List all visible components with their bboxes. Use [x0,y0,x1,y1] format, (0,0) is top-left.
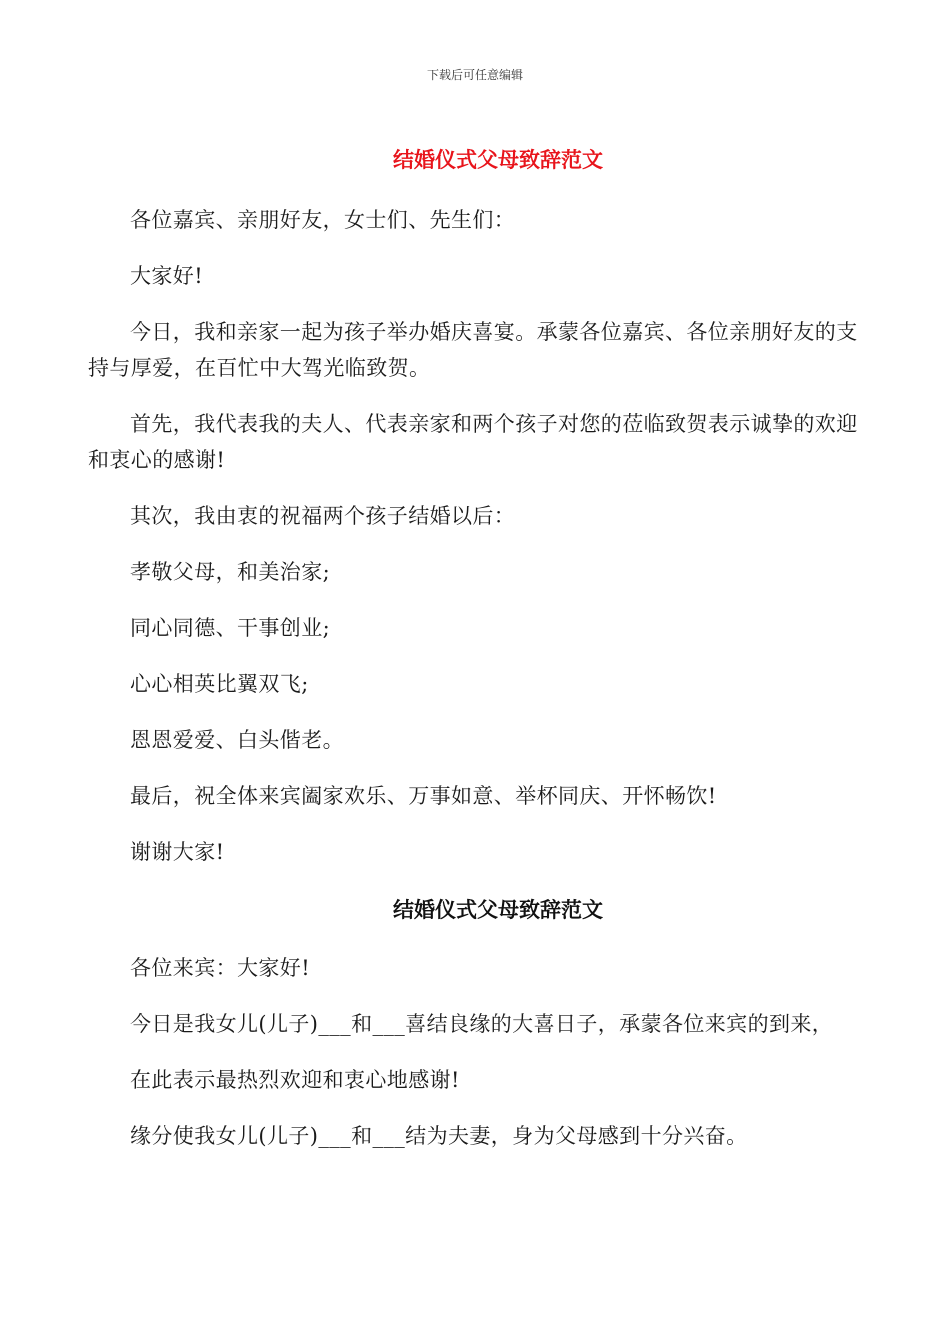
header-note: 下载后可任意编辑 [426,68,523,82]
document-body [88,140,868,1154]
section1-paragraph: 谢谢大家! [130,840,225,864]
section2-paragraph: 各位来宾：大家好! [130,956,311,980]
section2-paragraph: 今日是我女儿(儿子)___和___喜结良缘的大喜日子，承蒙各位来宾的到来， [130,1012,834,1036]
section2-paragraph: 在此表示最热烈欢迎和衷心地感谢! [130,1068,460,1092]
section1-paragraph: 孝敬父母，和美治家; [130,560,331,584]
section2-paragraph: 缘分使我女儿(儿子)___和___结为夫妻，身为父母感到十分兴奋。 [130,1124,748,1148]
section1-paragraph: 首先，我代表我的夫人、代表亲家和两个孩子对您的莅临致贺表示诚挚的欢迎和衷心的感谢! [88,412,858,472]
section1-paragraph: 恩恩爱爱、白头偕老。 [130,728,344,752]
section1-paragraph: 最后，祝全体来宾阖家欢乐、万事如意、举杯同庆、开怀畅饮! [130,784,717,808]
section1-paragraph: 心心相英比翼双飞; [130,672,309,696]
section1-title: 结婚仪式父母致辞范文 [393,147,603,172]
section1-paragraph: 其次，我由衷的祝福两个孩子结婚以后： [130,504,516,528]
section2-title: 结婚仪式父母致辞范文 [393,897,603,922]
section1-paragraph: 大家好! [130,264,204,288]
section1-paragraph: 今日，我和亲家一起为孩子举办婚庆喜宴。承蒙各位嘉宾、各位亲朋好友的支持与厚爱，在百忙中大驾光临致贺。 [88,320,858,380]
section1-paragraph: 同心同德、干事创业; [130,616,331,640]
section1-paragraph: 各位嘉宾、亲朋好友，女士们、先生们： [130,208,516,232]
